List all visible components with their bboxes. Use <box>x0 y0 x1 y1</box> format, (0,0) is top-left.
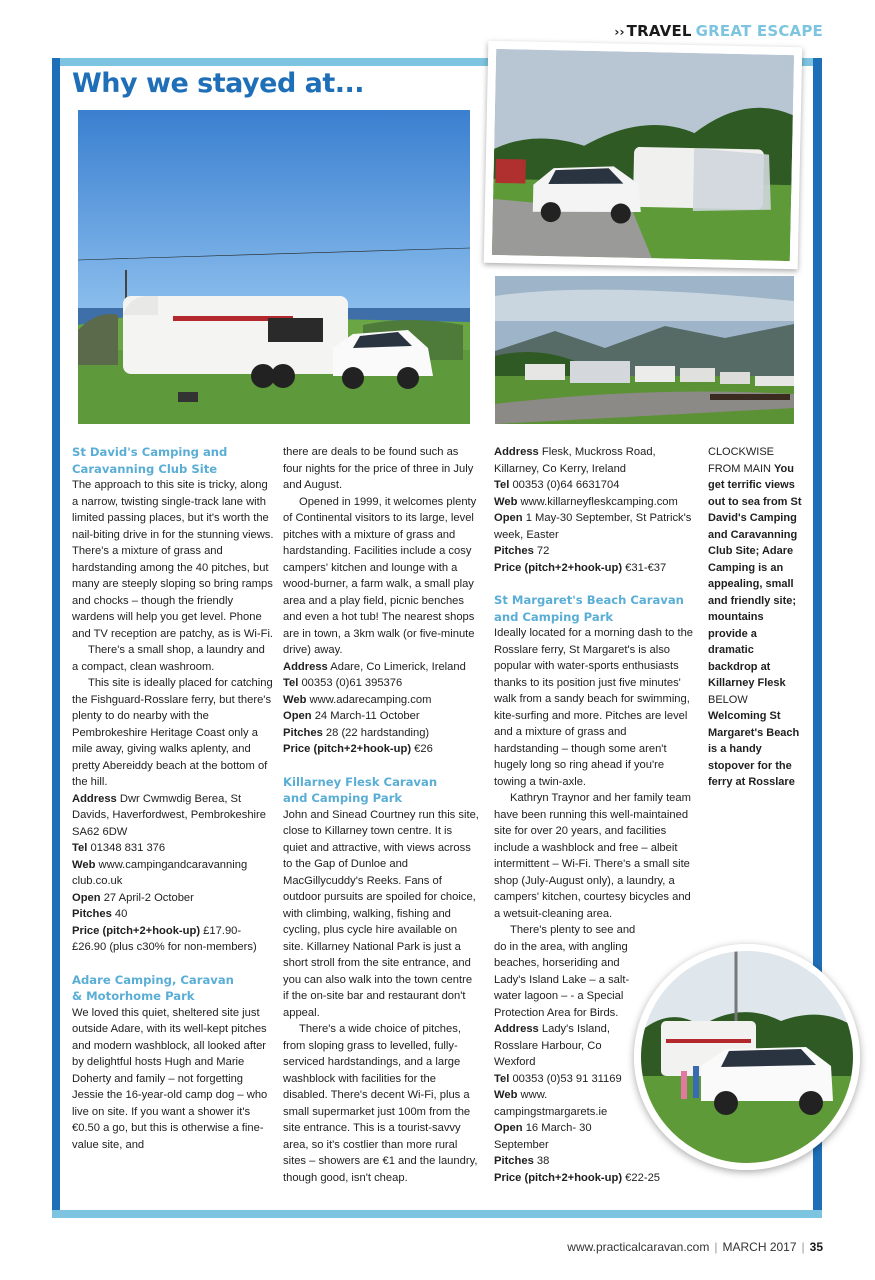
address-line <box>72 791 274 841</box>
middle-right-photo <box>495 276 794 424</box>
pitches-label: Pitches <box>494 1155 534 1167</box>
pitches-label: Pitches <box>494 545 534 557</box>
heading-line-2: and Camping Park <box>283 791 403 805</box>
main-photo <box>78 110 470 424</box>
price-value: €31-€37 <box>625 561 667 574</box>
tel-value: 00353 (0)64 6631704 <box>512 479 620 491</box>
open-line <box>283 708 479 725</box>
tel-line <box>494 1071 624 1121</box>
caption-key: CLOCKWISE FROM MAIN <box>708 446 775 475</box>
open-line <box>494 1120 624 1153</box>
tel-label: Tel <box>494 1072 510 1085</box>
price-line <box>72 923 274 956</box>
paragraph: The approach to this site is tricky, along a narrow, twisting single-track lane with limited passing places, but it's worth the nail-biting drive in for the stunning views. There's a mixture of grass and hardstanding among the 40 pitches, but many are steeply sloping so bring ramps and chocks – though the friendly wardens will help you get level. Phone and TV reception are patchy, as is Wi-Fi. <box>72 479 274 640</box>
tel-label: Tel <box>72 842 88 854</box>
pitches-line <box>494 543 694 560</box>
price-line <box>494 560 694 577</box>
heading-line-1: Killarney Flesk Caravan <box>283 774 438 789</box>
heading-line-2: Caravanning Club Site <box>72 461 218 476</box>
pitches-line <box>72 906 274 923</box>
paragraph: there are deals to be found such as four nights for the price of three in July and August. <box>283 446 474 491</box>
web-line <box>283 692 479 709</box>
open-value: 16 March- 30 September <box>494 1122 592 1151</box>
pitches-line <box>283 725 479 742</box>
address-label: Address <box>72 792 117 805</box>
address-value: Lady's Island, Rosslare Harbour, Co Wexford <box>494 1023 610 1068</box>
web-value: www.killarneyfleskcamping.com <box>520 495 678 508</box>
web-label: Web <box>494 495 518 508</box>
article-column-1 <box>72 444 274 1153</box>
pitches-value: 28 (22 hardstanding) <box>325 726 430 739</box>
tel-line <box>494 477 694 494</box>
paragraph: This site is ideally placed for catching the Fishguard-Rosslare ferry, but there's plenty to do nearby with the Pembrokeshire Heritage Coast only a mile away, giving walks aplenty, and pretty Abereiddy beach at the bottom of the hill. <box>72 677 273 788</box>
article-column-2 <box>283 444 479 1186</box>
spacer <box>494 576 694 592</box>
paragraph: Opened in 1999, it welcomes plenty of Continental visitors to its large, level pitches with a mixture of grass and hardstanding. Facilities include a cosy campers' kitchen and lounge with a wood-burner, a farm walk, a small play area and a play field, picnic benches and even a hot tub! The nearest shops are in town, a 3km walk (or five-minute drive) away. <box>283 495 477 656</box>
address-value: Dwr Cwmwdig Berea, St Davids, Haverfordwest, Pembrokeshire SA62 6DW <box>72 792 266 838</box>
address-line <box>283 659 479 676</box>
web-label: Web <box>72 858 96 871</box>
page-title: Why we stayed at... <box>72 68 365 99</box>
tel-label: Tel <box>494 479 510 491</box>
caption-text: Welcoming St Margaret's Beach is a handy stopover for the ferry at Rosslare <box>708 710 800 788</box>
open-line <box>494 510 694 543</box>
price-value: €26 <box>414 743 433 755</box>
open-label: Open <box>494 512 523 524</box>
footer-issue: MARCH 2017 <box>722 1240 797 1254</box>
tel-line <box>283 675 479 692</box>
subsection-label: GREAT ESCAPE <box>695 22 823 40</box>
price-label: Price (pitch+2+hook-up) <box>283 743 412 755</box>
price-label: Price (pitch+2+hook-up) <box>72 924 201 937</box>
paragraph: There's a wide choice of pitches, from sloping grass to levelled, fully-serviced hardstandings, and a large washblock with facilities for the disabled. There's decent Wi-Fi, plus a small supermarket just 100m from the site entrance. This is a tourist-savvy area, so it's costlier than more rural sites – showers are €1 and the laundry, though good, isn't cheap. <box>283 1023 478 1184</box>
address-line <box>494 444 694 477</box>
tel-value: 00353 (0)61 395376 <box>301 677 403 689</box>
footer-url: www.practicalcaravan.com <box>567 1240 710 1254</box>
page-number: 35 <box>809 1240 823 1254</box>
footer-divider: | <box>801 1240 805 1254</box>
page-footer <box>567 1240 823 1254</box>
tel-value: 00353 (0)53 91 31169 <box>512 1072 622 1085</box>
paragraph: There's plenty to see and do in the area, with angling beaches, horseriding and Lady's Island Lake – a salt-water lagoon – - a Special Protection Area for Birds. <box>494 924 636 1019</box>
web-label: Web <box>494 1089 518 1101</box>
tel-value: 01348 831 376 <box>90 842 166 854</box>
price-line <box>283 741 479 758</box>
price-line <box>494 1170 694 1187</box>
tel-label: Tel <box>283 677 299 689</box>
open-label: Open <box>283 710 312 722</box>
caption-text: You get terrific views out to sea from St David's Camping and Caravanning Club Site; Adare Camping is an appealing, small and friendly site; mountains provide a dramatic backdrop at Killarney Flesk <box>708 462 802 689</box>
spacer <box>72 956 274 972</box>
paragraph: Kathryn Traynor and her family team have been running this well-maintained site for over 20 years, and facilities include a washblock and free – albeit intermittent – Wi-Fi. There's a small site shop (July-August only), a laundry, a campers' kitchen, courtesy bicycles and a wetsuit-cleaning area. <box>494 792 691 920</box>
top-right-photo <box>484 41 803 270</box>
heading-line-2: & Motorhome Park <box>72 989 195 1003</box>
photo-caption <box>708 444 804 791</box>
pitches-value: 38 <box>536 1155 550 1167</box>
caption-key: BELOW <box>708 693 748 706</box>
site-heading-st-margarets <box>494 592 694 625</box>
paragraph: There's a small shop, a laundry and a compact, clean washroom. <box>72 644 265 673</box>
site-heading-adare <box>72 972 274 1005</box>
address-line <box>494 1021 624 1071</box>
open-line <box>72 890 274 907</box>
web-line <box>72 857 274 890</box>
paragraph: We loved this quiet, sheltered site just outside Adare, with its well-kept pitches and modern washblock, all looked after by delightful hosts Hugh and Marie Doherty and family – not forgetting Jessie the 16-year-old camp dog – who live on site. If you want a shower it's €0.50 a go, but this is otherwise a fine-value site, and <box>72 1006 268 1151</box>
paragraph: Ideally located for a morning dash to the Rosslare ferry, St Margaret's is also popular with water-sports enthusiasts thanks to its position just five minutes' walk from a sandy beach for swimming, kite-surfing and more. Pitches are level and a mixture of grass and hardstanding – though some aren't hugely long so ring ahead if you're towing a twin-axle. <box>494 627 694 788</box>
section-label: TRAVEL <box>626 22 692 40</box>
open-label: Open <box>72 891 101 904</box>
pitches-label: Pitches <box>283 726 323 739</box>
heading-line-2: and Camping Park <box>494 609 614 624</box>
open-value: 27 April-2 October <box>103 891 194 904</box>
web-value: www.adarecamping.com <box>309 693 432 706</box>
price-value: £17.90-£26.90 (plus c30% for non-members) <box>72 924 257 953</box>
open-value: 24 March-11 October <box>314 710 420 722</box>
address-label: Address <box>283 660 328 673</box>
web-line <box>494 494 694 511</box>
address-value: Flesk, Muckross Road, Killarney, Co Kerry, Ireland <box>494 446 656 475</box>
price-label: Price (pitch+2+hook-up) <box>494 561 623 574</box>
pitches-label: Pitches <box>72 908 112 920</box>
address-label: Address <box>494 446 539 458</box>
paragraph: John and Sinead Courtney run this site, close to Killarney town centre. It is quiet and attractive, with views across to the Gap of Dunloe and MacGillycuddy's Reeks. Fans of outdoor pursuits are spoiled for choice, with climbing, walking, fishing and cycling, plus cycle hire available on site. Killarney National Park is just a short stroll from the site entrance, and you can also walk into the town centre if the on-site bar and restaurant don't appeal. <box>283 808 479 1019</box>
tel-line <box>72 840 274 857</box>
spacer <box>283 758 479 774</box>
heading-line-1: St David's Camping and <box>72 445 228 459</box>
pitches-value: 72 <box>536 545 550 557</box>
article-column-3 <box>494 444 694 1186</box>
frame-bottom-bar <box>52 1210 822 1218</box>
site-heading-st-davids <box>72 444 274 477</box>
web-value: www. campingstmargarets.ie <box>494 1089 608 1118</box>
site-heading-killarney <box>283 774 479 807</box>
web-label: Web <box>283 693 307 706</box>
address-value: Adare, Co Limerick, Ireland <box>330 660 466 673</box>
price-value: €22-25 <box>625 1171 661 1184</box>
frame-left-bar <box>52 58 60 1218</box>
section-header <box>614 22 823 40</box>
open-label: Open <box>494 1122 523 1134</box>
open-value: 1 May-30 September, St Patrick's week, Easter <box>494 512 692 541</box>
footer-divider: | <box>714 1240 718 1254</box>
pitches-value: 40 <box>114 908 128 920</box>
address-label: Address <box>494 1023 539 1035</box>
chevron-icon: ›› <box>614 25 625 39</box>
pitches-line <box>494 1153 694 1170</box>
heading-line-1: Adare Camping, Caravan <box>72 972 234 987</box>
web-value: www.campingandcaravanning club.co.uk <box>72 858 248 887</box>
caption-main <box>708 444 804 692</box>
caption-below <box>708 692 804 791</box>
price-label: Price (pitch+2+hook-up) <box>494 1171 623 1184</box>
heading-line-1: St Margaret's Beach Caravan <box>494 593 684 607</box>
